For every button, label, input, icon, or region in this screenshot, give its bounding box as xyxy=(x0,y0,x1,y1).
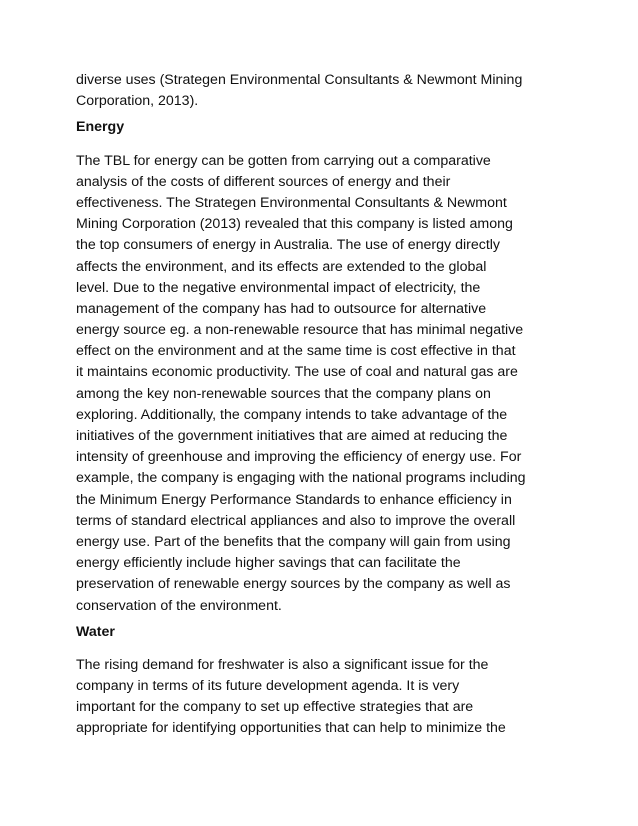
energy-line: effect on the environment and at the same time is cost effective in that xyxy=(76,343,516,360)
energy-heading: Energy xyxy=(76,119,125,136)
energy-line: management of the company has had to outsource for alternative xyxy=(76,300,487,317)
energy-line: conservation of the environment. xyxy=(76,597,282,614)
energy-line: the Minimum Energy Performance Standards to enhance efficiency in xyxy=(76,491,512,508)
energy-line: it maintains economic productivity. The use of coal and natural gas are xyxy=(76,364,518,381)
energy-line: analysis of the costs of different sources of energy and their xyxy=(76,173,451,190)
document-page xyxy=(76,70,566,740)
water-line: appropriate for identifying opportunities that can help to minimize the xyxy=(76,720,506,737)
energy-line: example, the company is engaging with the national programs including xyxy=(76,470,526,487)
energy-line: among the key non-renewable sources that the company plans on xyxy=(76,385,491,402)
energy-line: energy efficiently include higher savings that can facilitate the xyxy=(76,555,461,572)
energy-line: effectiveness. The Strategen Environmental Consultants & Newmont xyxy=(76,194,507,211)
intro-paragraph xyxy=(76,70,566,112)
energy-line: terms of standard electrical appliances and also to improve the overall xyxy=(76,512,516,529)
water-heading: Water xyxy=(76,623,115,640)
energy-line: preservation of renewable energy sources by the company as well as xyxy=(76,576,511,593)
energy-line: the top consumers of energy in Australia. The use of energy directly xyxy=(76,237,501,254)
water-line: important for the company to set up effective strategies that are xyxy=(76,699,474,716)
energy-line: level. Due to the negative environmental impact of electricity, the xyxy=(76,279,481,296)
energy-line: exploring. Additionally, the company intends to take advantage of the xyxy=(76,406,508,423)
water-line: The rising demand for freshwater is also a significant issue for the xyxy=(76,656,489,673)
energy-line: Mining Corporation (2013) revealed that this company is listed among xyxy=(76,216,513,233)
intro-line: diverse uses (Strategen Environmental Consultants & Newmont Mining xyxy=(76,72,523,88)
energy-line: intensity of greenhouse and improving the efficiency of energy use. For xyxy=(76,449,522,466)
water-paragraph xyxy=(76,655,566,740)
energy-line: affects the environment, and its effects are extended to the global xyxy=(76,258,487,275)
energy-line: initiatives of the government initiatives that are aimed at reducing the xyxy=(76,428,508,444)
water-line: company in terms of its future development agenda. It is very xyxy=(76,678,460,695)
energy-line: energy use. Part of the benefits that the company will gain from using xyxy=(76,533,511,550)
intro-line: Corporation, 2013). xyxy=(76,93,199,110)
energy-paragraph xyxy=(76,151,566,617)
energy-line: The TBL for energy can be gotten from carrying out a comparative xyxy=(76,152,491,169)
energy-line: energy source eg. a non-renewable resource that has minimal negative xyxy=(76,322,524,339)
